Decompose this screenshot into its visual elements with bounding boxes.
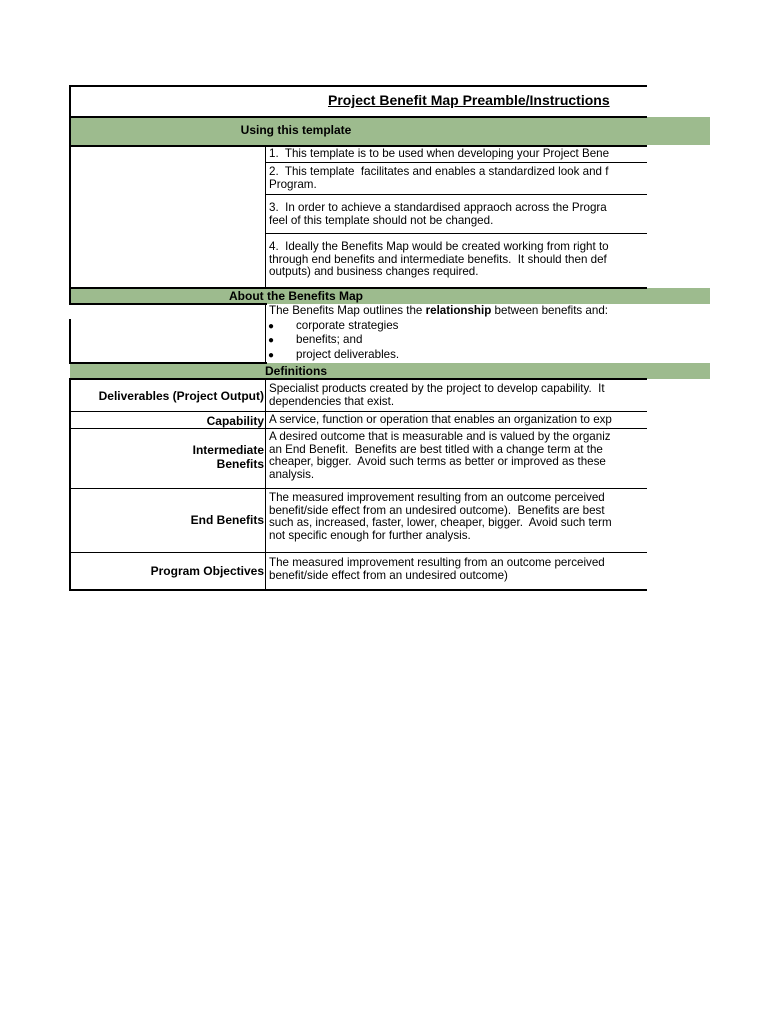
- section-header-definitions: [70, 363, 710, 379]
- border-line: [265, 194, 647, 195]
- bullet-icon: ●: [268, 321, 275, 332]
- about-intro-bold: relationship: [425, 305, 492, 317]
- bullet-icon: ●: [268, 350, 275, 361]
- border-line: [69, 85, 647, 87]
- about-bullet-3: project deliverables.: [296, 348, 400, 361]
- about-intro-before: The Benefits Map outlines the: [269, 305, 426, 317]
- border-line: [69, 85, 71, 305]
- section-header-using-label: Using this template: [240, 123, 352, 137]
- definition-term-intermediate: Intermediate Benefits: [192, 443, 264, 471]
- border-line: [69, 303, 267, 305]
- using-item-2: 2. This template facilitates and enables a standardized look and f Program.: [269, 166, 609, 191]
- definition-text-deliverables: Specialist products created by the project to develop capability. It dependencies that exist.: [269, 383, 605, 408]
- section-header-definitions-label: Definitions: [265, 364, 327, 378]
- page-title: Project Benefit Map Preamble/Instructions: [328, 92, 610, 108]
- border-line: [69, 116, 647, 118]
- definition-text-end-benefits: The measured improvement resulting from an outcome perceived benefit/side effect from an undesired outcome). Benefits are best such as, increased, faster, lower, cheaper, bigger. Avoid such term not specific enough for further analysis.: [269, 492, 612, 542]
- about-bullet-1: corporate strategies: [296, 319, 399, 332]
- bullet-icon: ●: [268, 335, 275, 346]
- border-line: [69, 145, 647, 147]
- border-line: [69, 287, 647, 289]
- section-header-using: [70, 117, 710, 145]
- definition-term-deliverables: Deliverables (Project Output): [98, 389, 264, 403]
- border-line: [69, 428, 647, 429]
- using-item-1: 1. This template is to be used when developing your Project Bene: [269, 148, 610, 160]
- definition-term-end-benefits: End Benefits: [190, 513, 264, 527]
- using-item-4: 4. Ideally the Benefits Map would be created working from right to through end benefits and intermediate benefits. It should then def outputs) and business changes required.: [269, 241, 609, 279]
- border-line: [265, 233, 647, 234]
- about-intro-after: between benefits and:: [491, 305, 608, 317]
- border-line: [265, 304, 266, 363]
- border-line: [265, 162, 647, 163]
- definition-term-program-objectives: Program Objectives: [150, 564, 264, 578]
- border-line: [69, 589, 647, 591]
- border-line: [69, 319, 71, 364]
- about-bullet-2: benefits; and: [296, 333, 363, 346]
- border-line: [69, 362, 267, 364]
- using-item-3: 3. In order to achieve a standardised appraoch across the Progra feel of this template should not be changed.: [269, 202, 607, 227]
- definition-text-program-objectives: The measured improvement resulting from an outcome perceived benefit/side effect from an undesired outcome): [269, 557, 605, 582]
- border-line: [265, 146, 266, 288]
- border-line: [69, 411, 647, 412]
- definition-text-capability: A service, function or operation that enables an organization to exp: [269, 414, 612, 426]
- about-intro: [269, 305, 647, 318]
- border-line: [69, 552, 647, 553]
- border-line: [69, 378, 647, 380]
- definition-term-capability: Capability: [206, 414, 264, 428]
- border-line: [69, 488, 647, 489]
- section-header-about: [70, 288, 710, 304]
- section-header-about-label: About the Benefits Map: [229, 289, 363, 303]
- definition-text-intermediate: A desired outcome that is measurable and is valued by the organiz an End Benefit. Benefits are best titled with a change term at the cheaper, bigger. Avoid such terms as better or improved as these analysis.: [269, 431, 611, 481]
